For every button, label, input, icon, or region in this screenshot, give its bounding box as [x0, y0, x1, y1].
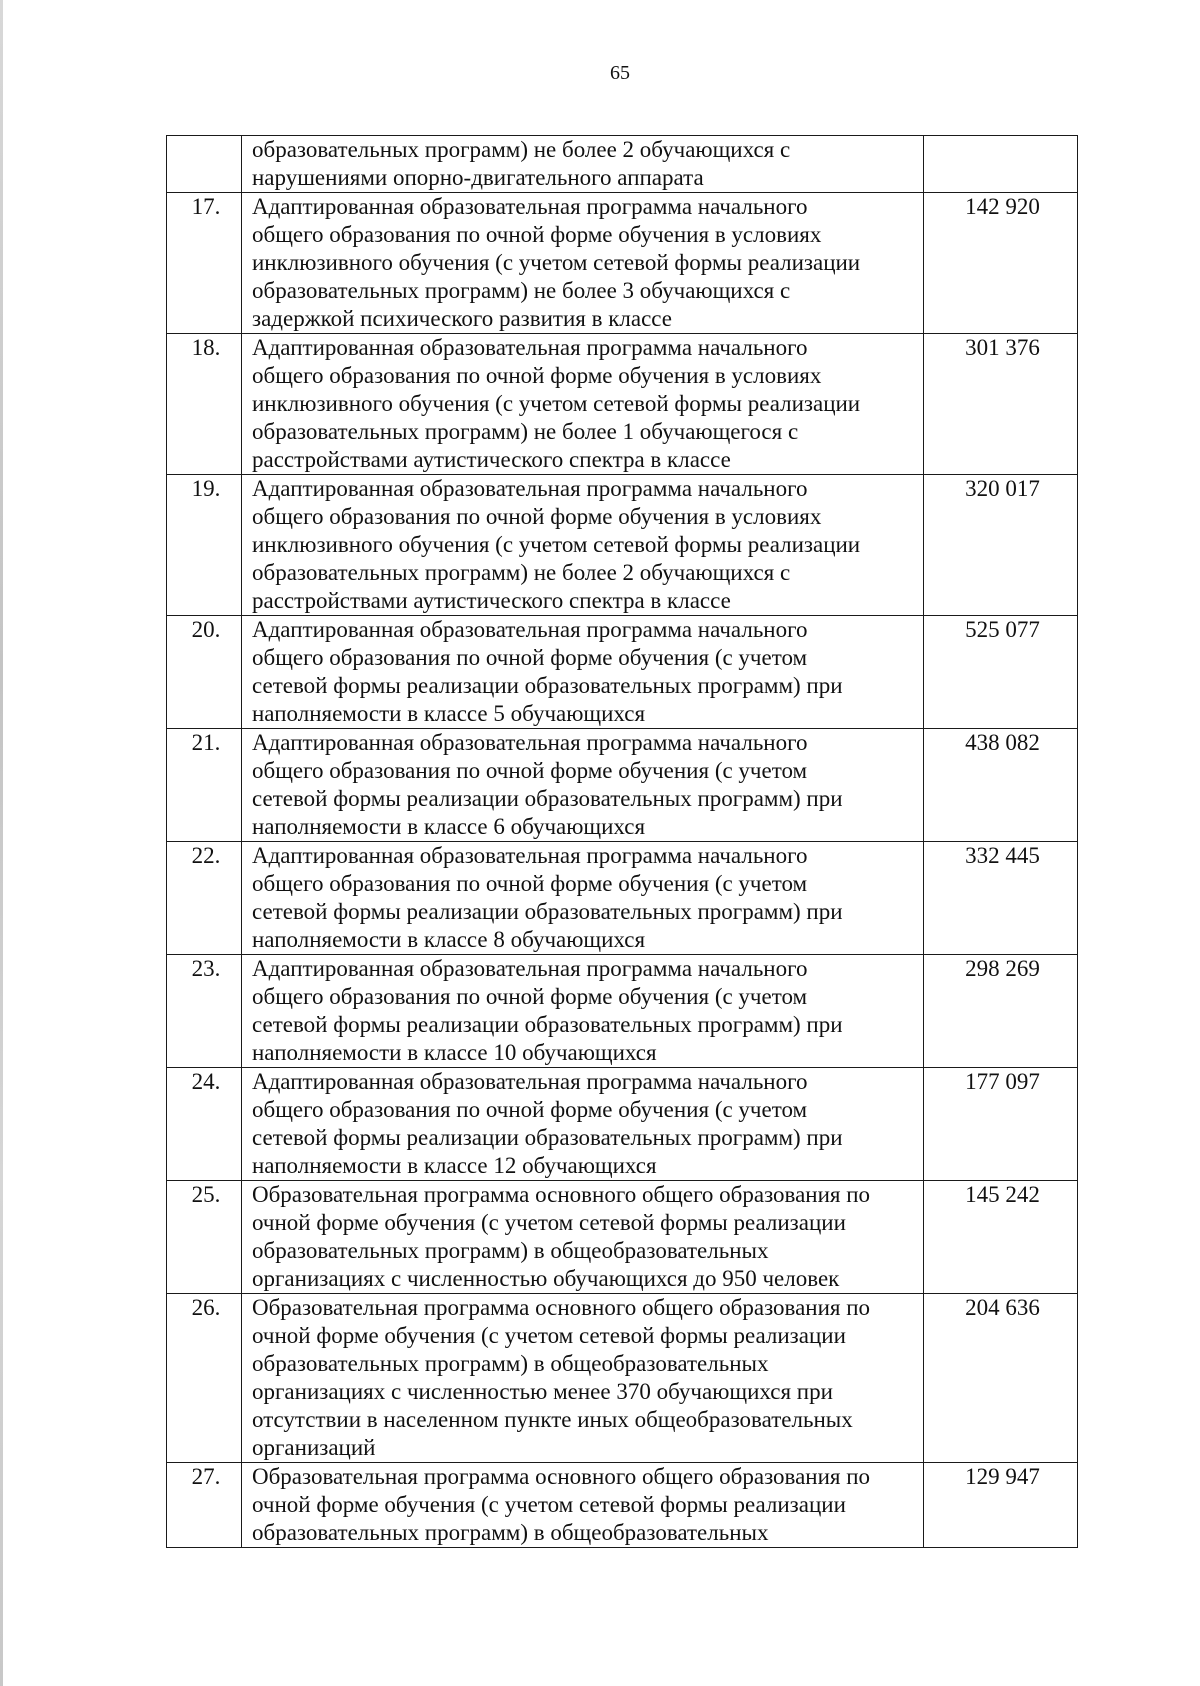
description-line: образовательных программ) не более 3 обучающихся с [252, 278, 791, 303]
description-line: сетевой формы реализации образовательных программ) при [252, 1125, 843, 1150]
program-description [242, 475, 924, 616]
description-line: образовательных программ) не более 2 обучающихся с [252, 137, 791, 162]
row-number [167, 136, 242, 193]
table-row [167, 1463, 1078, 1548]
description-line: Адаптированная образовательная программа начального [252, 956, 808, 981]
row-number: 20. [167, 616, 242, 729]
table-row [167, 1294, 1078, 1463]
description-line: образовательных программ) в общеобразовательных [252, 1238, 769, 1263]
cost-value: 204 636 [924, 1294, 1078, 1463]
program-description [242, 842, 924, 955]
row-number: 19. [167, 475, 242, 616]
description-line: отсутствии в населенном пункте иных общеобразовательных [252, 1407, 853, 1432]
row-number: 21. [167, 729, 242, 842]
row-number: 23. [167, 955, 242, 1068]
table-row [167, 334, 1078, 475]
cost-value: 177 097 [924, 1068, 1078, 1181]
description-line: наполняемости в классе 6 обучающихся [252, 814, 646, 839]
table-row [167, 136, 1078, 193]
description-line: наполняемости в классе 5 обучающихся [252, 701, 646, 726]
cost-value: 332 445 [924, 842, 1078, 955]
description-line: Адаптированная образовательная программа начального [252, 194, 808, 219]
table-row [167, 955, 1078, 1068]
program-description [242, 616, 924, 729]
scan-edge [0, 0, 3, 1686]
description-line: Адаптированная образовательная программа начального [252, 335, 808, 360]
row-number: 17. [167, 193, 242, 334]
program-description [242, 729, 924, 842]
description-line: нарушениями опорно-двигательного аппарата [252, 165, 704, 190]
description-line: наполняемости в классе 8 обучающихся [252, 927, 646, 952]
description-line: образовательных программ) в общеобразовательных [252, 1520, 769, 1545]
program-cost-table [166, 135, 1078, 1548]
row-number: 25. [167, 1181, 242, 1294]
description-line: Образовательная программа основного общего образования по [252, 1182, 871, 1207]
description-line: Адаптированная образовательная программа начального [252, 730, 808, 755]
description-line: очной форме обучения (с учетом сетевой формы реализации [252, 1210, 846, 1235]
description-line: расстройствами аутистического спектра в классе [252, 447, 731, 472]
description-line: организаций [252, 1435, 376, 1460]
description-line: инклюзивного обучения (с учетом сетевой формы реализации [252, 532, 861, 557]
program-description [242, 1463, 924, 1548]
description-line: инклюзивного обучения (с учетом сетевой формы реализации [252, 391, 861, 416]
row-number: 27. [167, 1463, 242, 1548]
row-number: 22. [167, 842, 242, 955]
page-number: 65 [610, 62, 630, 84]
cost-value: 320 017 [924, 475, 1078, 616]
description-line: сетевой формы реализации образовательных программ) при [252, 899, 843, 924]
description-line: общего образования по очной форме обучения в условиях [252, 222, 822, 247]
program-description [242, 193, 924, 334]
table-row [167, 475, 1078, 616]
description-line: организациях с численностью менее 370 обучающихся при [252, 1379, 833, 1404]
table-row [167, 842, 1078, 955]
row-number: 26. [167, 1294, 242, 1463]
description-line: сетевой формы реализации образовательных программ) при [252, 1012, 843, 1037]
cost-value: 145 242 [924, 1181, 1078, 1294]
cost-value: 129 947 [924, 1463, 1078, 1548]
cost-value: 298 269 [924, 955, 1078, 1068]
description-line: наполняемости в классе 12 обучающихся [252, 1153, 657, 1178]
cost-value: 142 920 [924, 193, 1078, 334]
description-line: инклюзивного обучения (с учетом сетевой формы реализации [252, 250, 861, 275]
description-line: Адаптированная образовательная программа начального [252, 843, 808, 868]
description-line: наполняемости в классе 10 обучающихся [252, 1040, 657, 1065]
description-line: Образовательная программа основного общего образования по [252, 1295, 871, 1320]
row-number: 18. [167, 334, 242, 475]
description-line: образовательных программ) не более 1 обучающегося с [252, 419, 799, 444]
description-line: общего образования по очной форме обучения (с учетом [252, 645, 808, 670]
description-line: задержкой психического развития в классе [252, 306, 672, 331]
description-line: расстройствами аутистического спектра в классе [252, 588, 731, 613]
description-line: очной форме обучения (с учетом сетевой формы реализации [252, 1492, 846, 1517]
program-description [242, 955, 924, 1068]
cost-value: 301 376 [924, 334, 1078, 475]
program-description [242, 1068, 924, 1181]
description-line: образовательных программ) не более 2 обучающихся с [252, 560, 791, 585]
description-line: сетевой формы реализации образовательных программ) при [252, 673, 843, 698]
program-description [242, 334, 924, 475]
description-line: Образовательная программа основного общего образования по [252, 1464, 871, 1489]
cost-value: 525 077 [924, 616, 1078, 729]
description-line: сетевой формы реализации образовательных программ) при [252, 786, 843, 811]
description-line: общего образования по очной форме обучения (с учетом [252, 758, 808, 783]
table-row [167, 1068, 1078, 1181]
row-number: 24. [167, 1068, 242, 1181]
description-line: образовательных программ) в общеобразовательных [252, 1351, 769, 1376]
description-line: Адаптированная образовательная программа начального [252, 1069, 808, 1094]
cost-value [924, 136, 1078, 193]
table-row [167, 616, 1078, 729]
table-row [167, 729, 1078, 842]
table-body [167, 136, 1078, 1548]
description-line: общего образования по очной форме обучения (с учетом [252, 871, 808, 896]
table-row [167, 1181, 1078, 1294]
program-description [242, 136, 924, 193]
description-line: общего образования по очной форме обучения в условиях [252, 504, 822, 529]
description-line: общего образования по очной форме обучения (с учетом [252, 1097, 808, 1122]
description-line: организациях с численностью обучающихся до 950 человек [252, 1266, 840, 1291]
program-description [242, 1181, 924, 1294]
table-row [167, 193, 1078, 334]
description-line: очной форме обучения (с учетом сетевой формы реализации [252, 1323, 846, 1348]
description-line: общего образования по очной форме обучения (с учетом [252, 984, 808, 1009]
description-line: Адаптированная образовательная программа начального [252, 476, 808, 501]
description-line: Адаптированная образовательная программа начального [252, 617, 808, 642]
cost-value: 438 082 [924, 729, 1078, 842]
program-description [242, 1294, 924, 1463]
description-line: общего образования по очной форме обучения в условиях [252, 363, 822, 388]
